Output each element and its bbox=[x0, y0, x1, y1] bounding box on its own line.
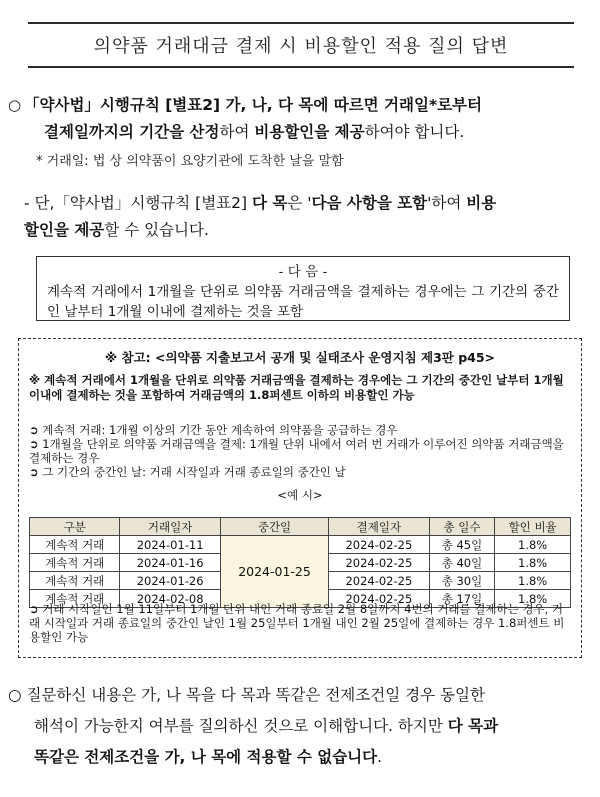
rate-cell: 1.8% bbox=[495, 572, 571, 590]
days-cell: 총 30일 bbox=[429, 572, 495, 590]
column-header: 거래일자 bbox=[120, 518, 221, 536]
plain-text: 해석이 가능한지 여부를 질의하신 것으로 이해합니다. 하지만 bbox=[34, 717, 448, 735]
ending-text: 하여야 합니다. bbox=[364, 123, 465, 141]
table-row bbox=[30, 536, 571, 554]
connector-text: 하여 bbox=[219, 123, 255, 141]
discount-text: 비용할인을 제공 bbox=[254, 123, 365, 141]
include-text: 다음 사항을 포함 bbox=[311, 194, 428, 212]
answer-line bbox=[8, 742, 588, 773]
answer-line bbox=[8, 711, 588, 742]
conclusion-text: 똑같은 전제조건을 가, 나 목에 적용할 수 없습니다 bbox=[34, 748, 378, 766]
law-reference-text: 「약사법」시행규칙 [별표2] 가, 나, 다 목에 따르면 bbox=[24, 96, 385, 114]
answer-line bbox=[8, 92, 588, 119]
condition-box bbox=[36, 256, 570, 321]
middle-date-cell: 2024-01-25 bbox=[220, 536, 328, 608]
answer-line: ○ 질문하신 내용은 가, 나 목을 다 목과 똑같은 전제조건일 경우 동일한 bbox=[8, 686, 485, 704]
reference-box bbox=[18, 338, 582, 658]
example-title: <예 시> bbox=[277, 488, 323, 502]
definition-item: ➲ 그 기간의 중간인 날: 거래 시작일과 거래 종료일의 중간인 날 bbox=[29, 465, 346, 479]
type-cell: 계속적 거래 bbox=[30, 572, 120, 590]
example-table bbox=[29, 517, 571, 608]
answer-line bbox=[8, 119, 588, 146]
definition-item: ➲ 1개월을 단위로 의약품 거래금액을 결제: 1개월 단위 내에서 여러 번 거래가 이루어진 의약품 거래금액을 결제하는 경우 bbox=[29, 437, 564, 465]
trade-day-footnote: * 거래일: 법 상 의약품이 요양기관에 도착한 날을 말함 bbox=[36, 154, 344, 169]
days-cell: 총 40일 bbox=[429, 554, 495, 572]
rate-cell: 1.8% bbox=[495, 554, 571, 572]
column-header: 구분 bbox=[30, 518, 120, 536]
law-reference-text: 「약사법」시행규칙 [별표2] bbox=[54, 194, 252, 212]
column-header: 총 일수 bbox=[429, 518, 495, 536]
discount-text: 비용 bbox=[466, 194, 497, 212]
reference-title: ※ 참고: <의약품 지출보고서 공개 및 실태조사 운영지침 제3판 p45> bbox=[104, 350, 496, 365]
type-cell: 계속적 거래 bbox=[30, 554, 120, 572]
trade-day-text: 거래일*로부터 bbox=[384, 96, 482, 114]
answer-paragraph-1 bbox=[8, 92, 588, 146]
pay-date-cell: 2024-02-25 bbox=[329, 536, 430, 554]
ending-text: 할 수 있습니다. bbox=[104, 221, 209, 239]
period-text: 결제일까지의 기간을 산정 bbox=[44, 123, 220, 141]
column-header: 결제일자 bbox=[329, 518, 430, 536]
definition-item: ➲ 계속적 거래: 1개월 이상의 기간 동안 계속하여 의약품을 공급하는 경우 bbox=[29, 423, 398, 437]
pay-date-cell: 2024-02-25 bbox=[329, 554, 430, 572]
period-mark: . bbox=[377, 748, 383, 766]
rate-cell: 1.8% bbox=[495, 536, 571, 554]
column-header: 할인 비율 bbox=[495, 518, 571, 536]
trade-date-cell: 2024-01-26 bbox=[120, 572, 221, 590]
definition-list bbox=[29, 423, 569, 479]
page-title: 의약품 거래대금 결제 시 비용할인 적용 질의 답변 bbox=[28, 22, 574, 68]
reference-summary: ※ 계속적 거래에서 1개월을 단위로 의약품 거래금액을 결제하는 경우에는 그 기간의 중간인 날부터 1개월 이내에 결제하는 것을 포함하여 거래금액의 1.8퍼센트 이하의 비용할인 가능 bbox=[29, 373, 564, 402]
circle-bullet-icon: ○ bbox=[8, 96, 22, 114]
type-cell: 계속적 거래 bbox=[30, 590, 120, 608]
dash-prefix: - 단, bbox=[24, 194, 55, 212]
days-cell: 총 17일 bbox=[429, 590, 495, 608]
type-cell: 계속적 거래 bbox=[30, 536, 120, 554]
condition-box-header: - 다 음 - bbox=[278, 264, 328, 280]
trade-date-cell: 2024-01-16 bbox=[120, 554, 221, 572]
answer-paragraph-2 bbox=[8, 190, 588, 244]
condition-box-body: 계속적 거래에서 1개월을 단위로 의약품 거래금액을 결제하는 경우에는 그 기간의 중간인 날부터 1개월 이내에 결제하는 것을 포함 bbox=[47, 284, 559, 320]
answer-line bbox=[8, 217, 588, 244]
column-header: 중간일 bbox=[220, 518, 328, 536]
discount-text: 할인을 제공 bbox=[24, 221, 105, 239]
rate-cell: 1.8% bbox=[495, 590, 571, 608]
connector-text: '하여 bbox=[427, 194, 467, 212]
item-da-text: 다 목과 bbox=[447, 717, 499, 735]
answer-line bbox=[8, 190, 588, 217]
pay-date-cell: 2024-02-25 bbox=[329, 572, 430, 590]
table-header-row bbox=[30, 518, 571, 536]
example-explanation: ➲ 거래 시작일인 1월 11일부터 1개월 단위 내인 거래 종료일 2월 8일까지 4번의 거래를 결제하는 경우, 거래 시작일과 거래 종료일의 중간인 날인 1월 25일부터 1개월 내인 2월 25일에 결제하는 경우 1.8퍼센트 비용할인 가능 bbox=[29, 602, 565, 644]
trade-date-cell: 2024-02-08 bbox=[120, 590, 221, 608]
pay-date-cell: 2024-02-25 bbox=[329, 590, 430, 608]
days-cell: 총 45일 bbox=[429, 536, 495, 554]
trade-date-cell: 2024-01-11 bbox=[120, 536, 221, 554]
item-da-text: 다 목 bbox=[252, 194, 288, 212]
connector-text: 은 ' bbox=[287, 194, 312, 212]
answer-paragraph-3 bbox=[8, 680, 588, 773]
